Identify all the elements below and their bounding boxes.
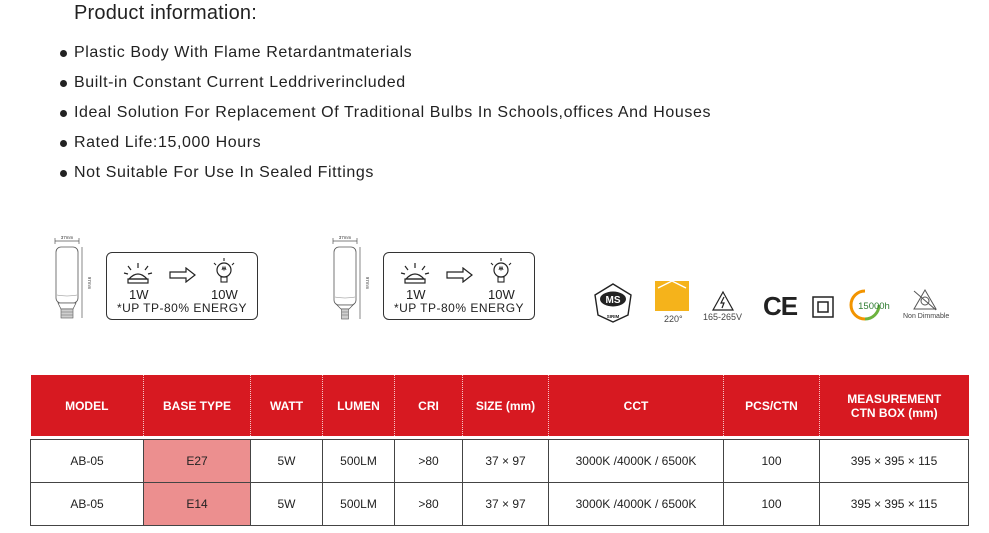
header-lumen: LUMEN [323,375,395,436]
bulb-width-label: 37mm [338,235,352,240]
section-title: Product information: [74,2,257,24]
cell-cri: >80 [395,440,463,483]
beam-angle-label: 220° [664,314,683,324]
cell-cri: >80 [395,483,463,526]
bulb-height-label: 97mm [365,276,370,290]
header-watt: WATT [251,375,323,436]
feature-text: Not Suitable For Use In Sealed Fittings [74,164,374,181]
bullet-icon [60,140,67,147]
energy-saving-box [106,252,258,320]
cell-pcs-ctn: 100 [724,440,820,483]
led-watt-label: 1W [129,287,149,302]
bulb-e27-drawing [44,233,94,323]
bullet-icon [60,170,67,177]
bullet-icon [60,110,67,117]
cell-lumen: 500LM [323,440,395,483]
feature-item [60,158,711,188]
voltage-warning-icon [711,290,735,312]
lifetime-hours-icon [848,288,896,322]
feature-text: Rated Life:15,000 Hours [74,134,262,151]
led-lamp-icon [400,261,430,287]
cell-cct: 3000K /4000K / 6500K [549,440,724,483]
energy-saving-text: *UP TP-80% ENERGY [116,301,248,315]
table-header-row [31,375,969,436]
bullet-icon [60,80,67,87]
header-measurement-line2: CTN BOX (mm) [850,405,938,420]
old-watt-label: 10W [488,287,515,302]
voltage-label: 165-265V [703,312,743,322]
cell-model: AB-05 [31,483,144,526]
cell-lumen: 500LM [323,483,395,526]
arrow-right-icon [446,267,474,283]
cell-measurement: 395 × 395 × 115 [820,483,969,526]
non-dimmable-label: Non Dimmable [903,313,950,320]
energy-saving-text: *UP TP-80% ENERGY [393,301,525,315]
bulb-height-label: 97mm [87,276,92,290]
spec-table [30,375,969,526]
feature-item [60,68,711,98]
bulb-e14-drawing [322,233,372,323]
feature-text: Built-in Constant Current Leddriverincluded [74,74,406,91]
header-base-type: BASE TYPE [144,375,251,436]
feature-text: Ideal Solution For Replacement Of Traditional Bulbs In Schools,offices And Houses [74,104,712,121]
led-watt-label: 1W [406,287,426,302]
ms-text: MS [605,295,621,306]
feature-item [60,38,711,68]
cell-watt: 5W [251,440,323,483]
cell-pcs-ctn: 100 [724,483,820,526]
header-cct: CCT [549,375,724,436]
arrow-right-icon [169,267,197,283]
cell-measurement: 395 × 395 × 115 [820,440,969,483]
bulb-width-label: 37mm [60,235,74,240]
ms-sub-text: SIRIM [606,314,620,319]
incandescent-bulb-icon [488,257,514,289]
beam-angle-icon [654,280,690,312]
bullet-icon [60,50,67,57]
non-dimmable-icon [911,288,939,312]
feature-list [60,38,711,188]
cell-size: 37 × 97 [463,440,549,483]
feature-item [60,128,711,158]
old-watt-label: 10W [211,287,238,302]
class-ii-icon [812,296,834,318]
cell-model: AB-05 [31,440,144,483]
led-lamp-icon [123,261,153,287]
header-pcs-ctn: PCS/CTN [724,375,820,436]
header-cri: CRI [395,375,463,436]
ce-mark-icon: CE [763,291,798,321]
feature-item [60,98,711,128]
incandescent-bulb-icon [211,257,237,289]
feature-text: Plastic Body With Flame Retardantmaterials [74,44,413,61]
header-measurement-line1: MEASUREMENT [847,391,942,406]
cell-cct: 3000K /4000K / 6500K [549,483,724,526]
energy-saving-box [383,252,535,320]
cell-size: 37 × 97 [463,483,549,526]
ms-sirim-icon [592,282,634,324]
cell-base-type: E27 [144,440,251,483]
header-size: SIZE (mm) [463,375,549,436]
cell-base-type: E14 [144,483,251,526]
header-model: MODEL [31,375,144,436]
table-row [31,440,969,483]
lifetime-hours-text: 15000h [858,301,890,312]
header-measurement [820,375,969,436]
table-row [31,483,969,526]
cell-watt: 5W [251,483,323,526]
